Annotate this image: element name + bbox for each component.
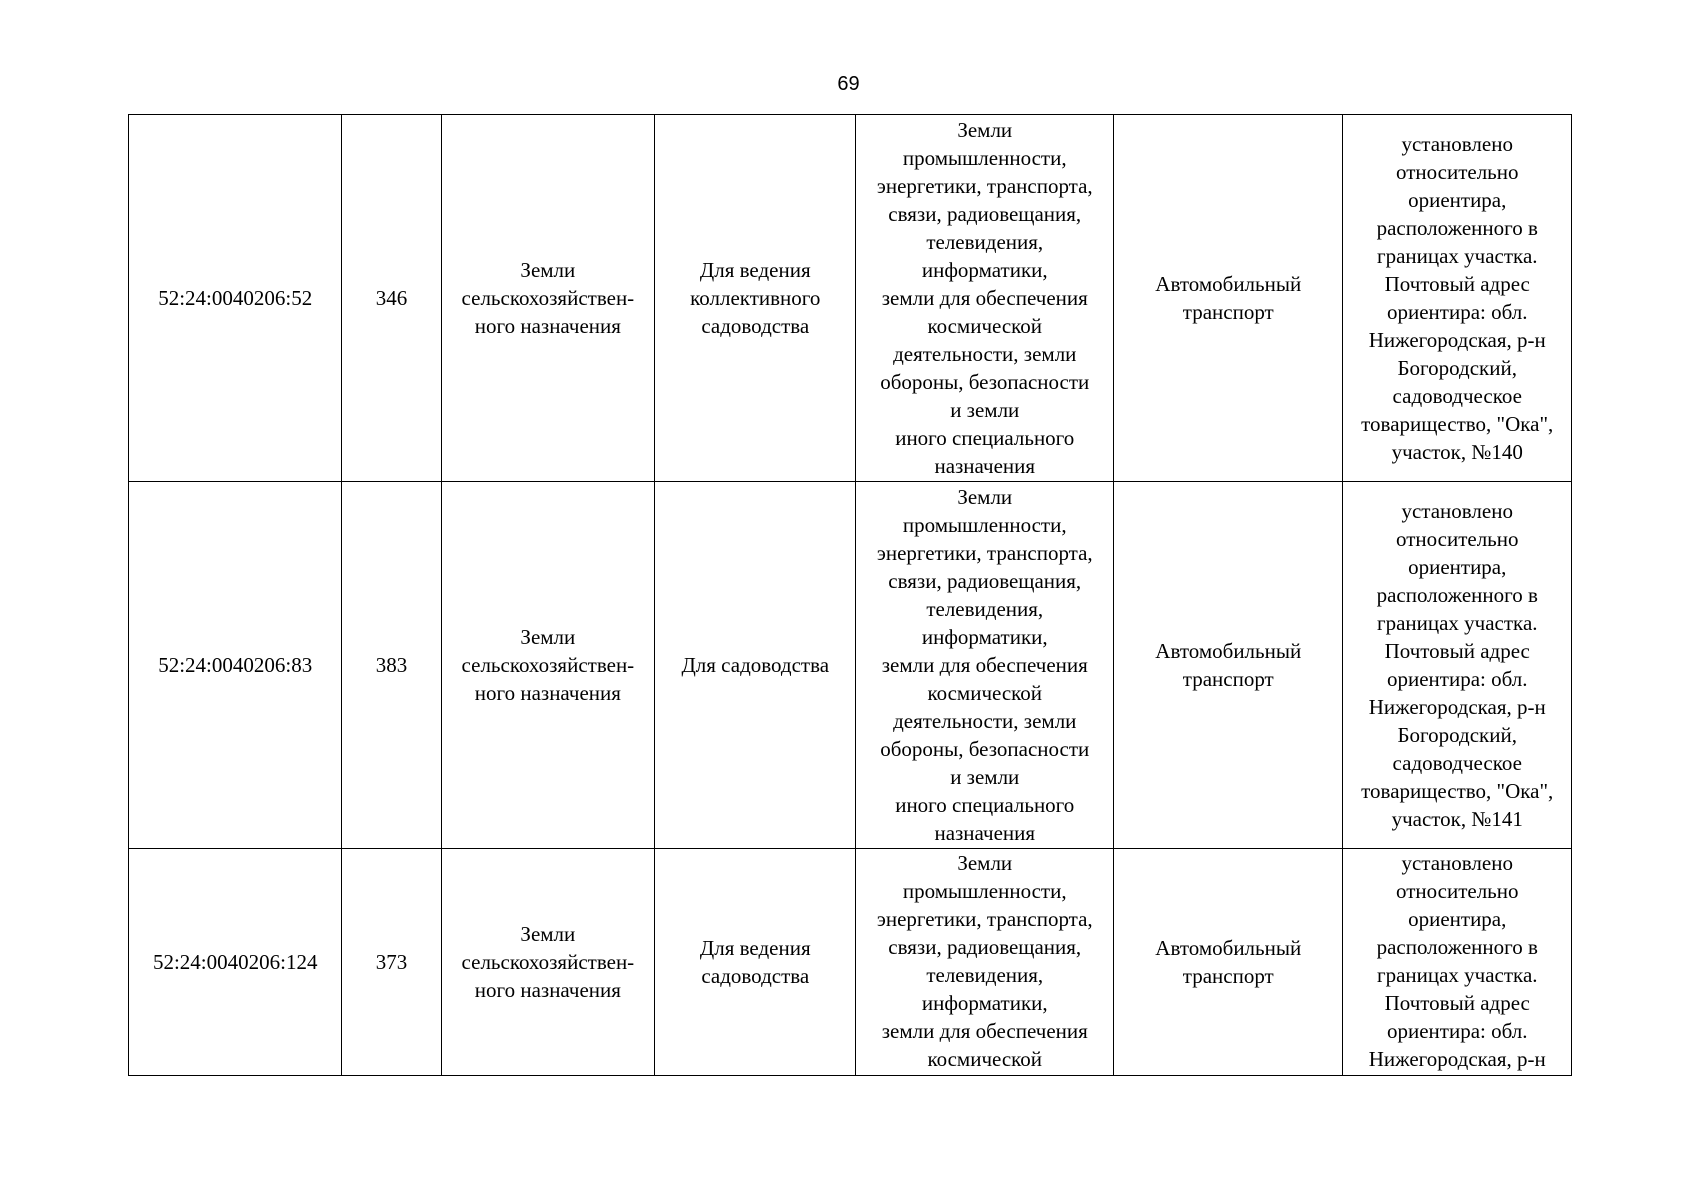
area-cell: 373 <box>342 849 441 1076</box>
table-row <box>129 115 1572 482</box>
zone-category-cell: Земли промышленности, энергетики, транспорта, связи, радиовещания, телевидения, информатики, земли для обеспечения космической деятельности, земли обороны, безопасности и земли иного специального назначения <box>856 482 1114 849</box>
address-cell: установлено относительно ориентира, расположенного в границах участка. Почтовый адрес ориентира: обл. Нижегородская, р-н Богородский, садоводческое товарищество, "Ока", участок, №141 <box>1343 482 1572 849</box>
address-cell: установлено относительно ориентира, расположенного в границах участка. Почтовый адрес ориентира: обл. Нижегородская, р-н Богородский, садоводческое товарищество, "Ока", участок, №140 <box>1343 115 1572 482</box>
zone-category-cell: Земли промышленности, энергетики, транспорта, связи, радиовещания, телевидения, информатики, земли для обеспечения космической деятельности, земли обороны, безопасности и земли иного специального назначения <box>856 115 1114 482</box>
table-row <box>129 482 1572 849</box>
area-cell: 383 <box>342 482 441 849</box>
permitted-use-cell: Для садоводства <box>655 482 856 849</box>
page-number: 69 <box>837 73 860 95</box>
area-cell: 346 <box>342 115 441 482</box>
object-type-cell: Автомобильный транспорт <box>1114 115 1343 482</box>
land-category-cell: Земли сельскохозяйствен- ного назначения <box>441 482 654 849</box>
table-row <box>129 849 1572 1076</box>
object-type-cell: Автомобильный транспорт <box>1114 482 1343 849</box>
permitted-use-cell: Для ведения коллективного садоводства <box>655 115 856 482</box>
object-type-cell: Автомобильный транспорт <box>1114 849 1343 1076</box>
cadastral-number-cell: 52:24:0040206:52 <box>129 115 342 482</box>
land-category-cell: Земли сельскохозяйствен- ного назначения <box>441 115 654 482</box>
land-plots-table <box>128 114 1572 1076</box>
permitted-use-cell: Для ведения садоводства <box>655 849 856 1076</box>
zone-category-cell: Земли промышленности, энергетики, транспорта, связи, радиовещания, телевидения, информатики, земли для обеспечения космической <box>856 849 1114 1076</box>
cadastral-number-cell: 52:24:0040206:83 <box>129 482 342 849</box>
land-category-cell: Земли сельскохозяйствен- ного назначения <box>441 849 654 1076</box>
address-cell: установлено относительно ориентира, расположенного в границах участка. Почтовый адрес ориентира: обл. Нижегородская, р-н <box>1343 849 1572 1076</box>
cadastral-number-cell: 52:24:0040206:124 <box>129 849 342 1076</box>
